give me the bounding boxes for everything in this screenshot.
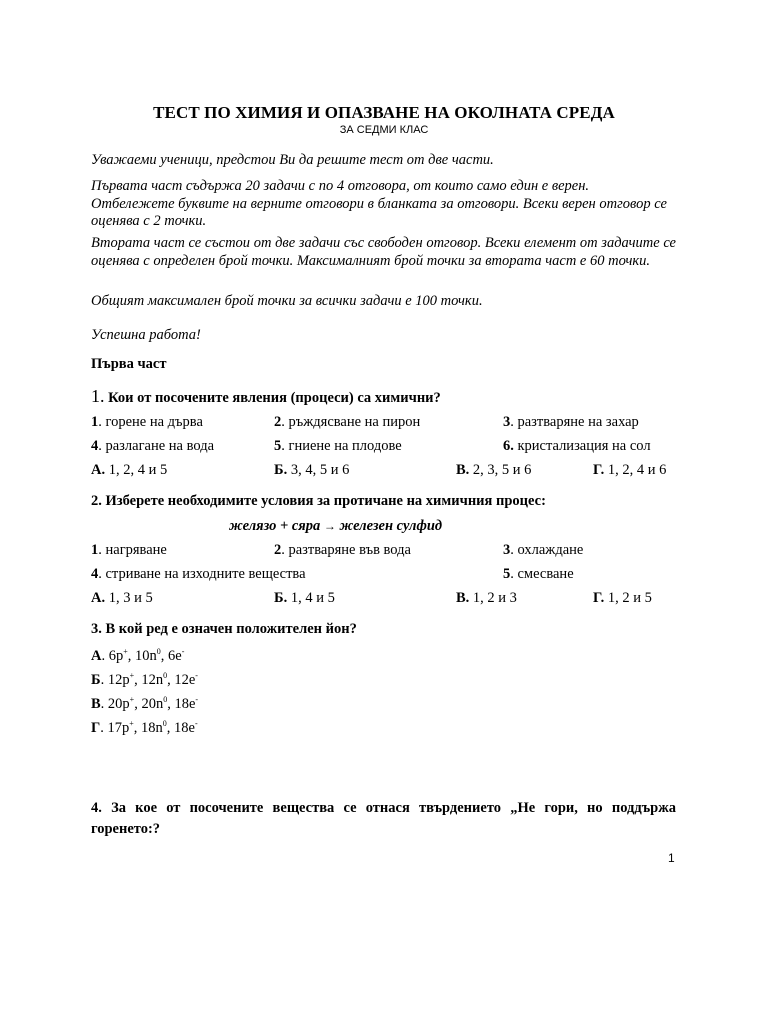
q3-option-g: Г. 17p+, $18n^0$, 18e- (91, 719, 198, 736)
page-title: ТЕСТ ПО ХИМИЯ И ОПАЗВАНЕ НА ОКОЛНАТА СРЕДА (153, 103, 615, 122)
q1-item-5: 5. гниене на плодове (274, 438, 402, 454)
q1-answer-a: А. 1, 2, 4 и 5 (91, 462, 168, 478)
intro-paragraph-1: Уважаеми ученици, предстои Ви да решите тест от две части. (91, 152, 494, 168)
q2-answer-g: Г. 1, 2 и 5 (593, 590, 652, 606)
q3-option-a: А. 6p+, $10n^0$, 6e- (91, 647, 185, 664)
q3-option-v: В. 20p+, $20n^0$, 18e- (91, 695, 199, 712)
q2-answer-a: А. 1, 3 и 5 (91, 590, 153, 606)
q1-item-3: 3. разтваряне на захар (503, 414, 639, 430)
q2-item-3: 3. охлаждане (503, 542, 584, 558)
question-2-heading: 2. Изберете необходимите условия за протичане на химичния процес: (91, 493, 546, 509)
question-1-text: Кои от посочените явления (процеси) са химични? (108, 390, 441, 406)
intro-paragraph-4: Общият максимален брой точки за всички задачи е 100 точки. (91, 293, 483, 309)
question-3-heading: 3. В кой ред е означен положителен йон? (91, 621, 357, 637)
q3-option-b: Б. 12p+, $12n^0$, 12e- (91, 671, 198, 688)
equation-product: железен сулфид (339, 518, 443, 534)
q2-equation (229, 518, 442, 535)
reaction-arrow-icon: → (323, 519, 336, 533)
q1-item-4: 4. разлагане на вода (91, 438, 215, 454)
equation-reactants: желязо + сяра (229, 518, 321, 534)
page-number: 1 (668, 851, 675, 865)
q1-answer-v: В. 2, 3, 5 и 6 (456, 462, 532, 478)
q2-item-4: 4. стриване на изходните вещества (91, 566, 306, 582)
question-1-heading (91, 386, 676, 409)
q1-item-6: 6. кристализация на сол (503, 438, 651, 454)
q2-answer-v: В. 1, 2 и 3 (456, 590, 517, 606)
q2-item-1: 1. нагряване (91, 542, 167, 558)
question-4-heading: 4. За кое от посочените вещества се отнася твърдението „Не гори, но поддържа горенето:? (91, 800, 676, 837)
q1-answer-g: Г. 1, 2, 4 и 6 (593, 462, 667, 478)
question-1-number: 1. (91, 386, 105, 406)
q1-item-2: 2. ръждясване на пирон (274, 414, 421, 430)
intro-paragraph-3: Втората част се състои от две задачи със свободен отговор. Всеки елемент от задачите се оценява с определен брой точки. Максималният брой точки за втората част е 60 точки. (91, 235, 676, 269)
good-luck-text: Успешна работа! (91, 327, 201, 343)
page-subtitle: ЗА СЕДМИ КЛАС (339, 124, 429, 136)
q1-item-1: 1. горене на дърва (91, 414, 203, 430)
part-title: Първа част (91, 356, 167, 372)
q2-item-5: 5. смесване (503, 566, 574, 582)
q1-answer-b: Б. 3, 4, 5 и 6 (274, 462, 350, 478)
q2-answer-b: Б. 1, 4 и 5 (274, 590, 335, 606)
intro-paragraph-2: Първата част съдържа 20 задачи с по 4 отговора, от които само един е верен. Отбележете буквите на верните отговори в бланката за отговори. Всеки верен отговор се оценява с 2 точки. (91, 178, 667, 229)
q2-item-2: 2. разтваряне във вода (274, 542, 411, 558)
